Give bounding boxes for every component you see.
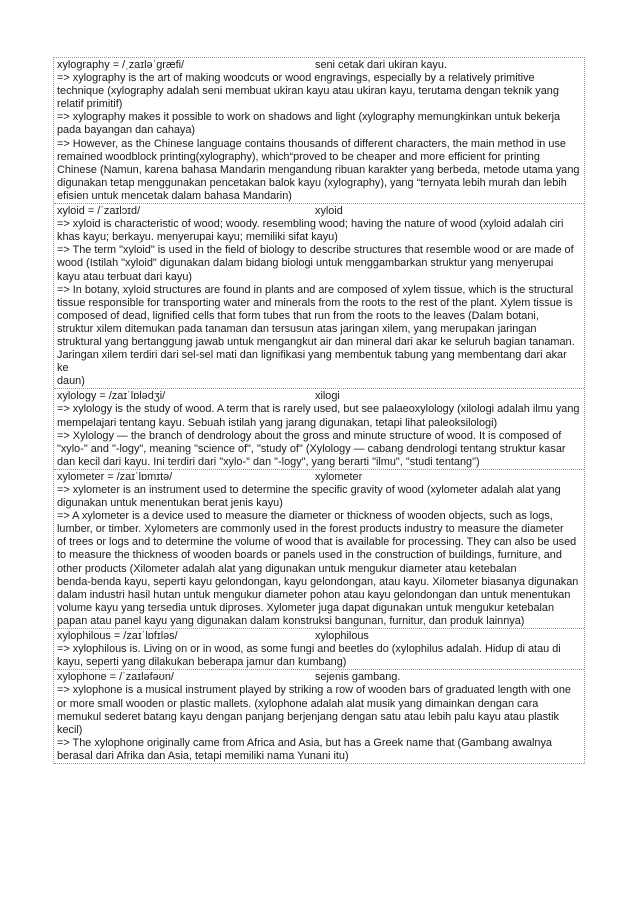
entry-text-line: digunakan untuk menentukan berat jenis kayu): [57, 497, 283, 510]
entry-text-line: dalam industri hasil hutan untuk mengukur diameter pohon atau kayu gelondongan dan untuk menentukan: [57, 588, 571, 601]
entry-text-line: papan atau panel kayu yang digunakan dalam konstruksi bangunan, furnitur, dan produk lainnya): [57, 614, 525, 627]
entry-text-line: of trees or logs and to determine the volume of wood that is available for processing. They can also be used: [57, 536, 577, 549]
entry-text-line: => xylography makes it possible to work on shadows and light (xylography memungkinkan untuk bekerja: [57, 111, 561, 124]
dictionary-entry: [54, 389, 584, 470]
dictionary-entry: [54, 204, 584, 389]
entry-text-line: benda-benda kayu, seperti kayu gelondongan, kayu gelondongan, atau kayu. Xilometer biasanya digunakan: [57, 575, 579, 588]
entry-text-line: memukul sederet batang kayu dengan panjang berjenjang dengan satu atau lebih palu kayu atau plastik: [57, 710, 559, 723]
entry-translation: seni cetak dari ukiran kayu.: [315, 59, 447, 71]
entry-text-line: digunakan tetap menggunakan pencetakan balok kayu (xylography), yang “ternyata lebih murah dan lebih: [57, 176, 567, 189]
entry-text-line: Jaringan xilem terdiri dari sel-sel mati dan lignifikasi yang membentuk tabung yang membentang dari akar ke: [57, 349, 567, 375]
entry-translation: xylometer: [315, 470, 363, 483]
entry-text-line: to measure the thickness of wooden boards or panels used in the construction of buildings, furniture, and: [57, 549, 562, 562]
entry-text-line: Chinese (Namun, karena bahasa Mandarin mengandung ribuan karakter yang berbeda, metode utama yang: [57, 163, 580, 176]
entry-text-line: tissue responsible for transporting water and minerals from the roots to the rest of the plant. Xylem tissue is: [57, 296, 573, 309]
entry-text-line: technique (xylography adalah seni membuat ukiran kayu atau ukiran kayu, terutama dengan teknik yang: [57, 85, 559, 98]
entry-text-line: mempelajari tentang kayu. Sebuah istilah yang jarang digunakan, tetapi lihat paleoksilologi): [57, 416, 498, 429]
entry-text-line: => Xylology — the branch of dendrology about the gross and minute structure of wood. It is composed of: [57, 429, 562, 442]
dictionary-entry: [54, 58, 584, 204]
entry-text-line: => The xylophone originally came from Africa and Asia, but has a Greek name that (Gambang awalnya: [57, 736, 552, 749]
entry-text-line: kayu, seperti yang dilakukan beberapa jamur dan kumbang): [57, 656, 347, 669]
entry-text-line: relatif primitif): [57, 98, 123, 111]
entry-text-line: other products (Xilometer adalah alat yang digunakan untuk mengukur diameter atau ketebalan: [57, 562, 517, 575]
entry-text-line: => However, as the Chinese language contains thousands of different characters, the main method in use: [57, 137, 566, 150]
entry-text-line: pada bayangan dan cahaya): [57, 124, 196, 137]
entry-term: xylometer = /zaɪˈlɒmɪtə/: [57, 470, 173, 483]
dictionary-table: [53, 57, 585, 764]
entry-translation: xilogi: [315, 390, 340, 403]
entry-text-line: berasal dari Afrika dan Asia, tetapi memiliki nama Yunani itu): [57, 749, 349, 762]
entry-header: [57, 671, 581, 684]
entry-text-line: remained woodblock printing(xylography), which“proved to be cheaper and more efficient for printing: [57, 150, 540, 163]
entry-term: xylography = /ˌzaɪləˈɡræfi/: [57, 59, 185, 71]
entry-term: xyloid = /ˈzaɪlɔɪd/: [57, 205, 141, 218]
entry-header: [57, 630, 581, 643]
entry-text-line: volume kayu yang tersedia untuk diproses. Xylometer juga dapat digunakan untuk mengukur ketebalan: [57, 601, 555, 614]
entry-header: [57, 205, 581, 218]
entry-term: xylology = /zaɪˈlɒlədʒi/: [57, 390, 166, 403]
entry-term: xylophone = /ˈzaɪləfəʊn/: [57, 671, 174, 684]
entry-translation: sejenis gambang.: [315, 671, 401, 684]
entry-term: xylophilous = /zaɪˈlɒfɪləs/: [57, 630, 178, 643]
entry-text-line: daun): [57, 375, 85, 388]
entry-header: [57, 471, 581, 484]
entry-translation: xyloid: [315, 205, 343, 218]
entry-text-line: struktur xilem ditemukan pada tanaman dan tersusun atas jaringan xilem, yang merupakan jaringan: [57, 322, 537, 335]
entry-text-line: or more small wooden or plastic mallets. (xylophone adalah alat musik yang dimainkan dengan cara: [57, 697, 539, 710]
entry-header: [57, 59, 581, 72]
dictionary-entry: [54, 629, 584, 670]
entry-text-line: kecil): [57, 723, 83, 736]
entry-text-line: khas kayu; berkayu. menyerupai kayu; memiliki sifat kayu): [57, 231, 338, 244]
entry-text-line: => In botany, xyloid structures are found in plants and are composed of xylem tissue, which is the structural: [57, 283, 574, 296]
entry-text-line: dan kecil dari kayu. Ini terdiri dari "xylo-" dan "-logy", yang berarti "ilmu", "studi tentang"): [57, 455, 480, 468]
entry-text-line: struktural yang bertanggung jawab untuk mengangkut air dan mineral dari akar ke seluruh bagian tanaman.: [57, 335, 575, 348]
entry-header: [57, 390, 581, 403]
entry-text-line: => xyloid is characteristic of wood; woody. resembling wood; having the nature of wood (xyloid adalah ciri: [57, 218, 564, 231]
entry-text-line: wood (Istilah "xyloid" digunakan dalam bidang biologi untuk menggambarkan struktur yang menyerupai: [57, 257, 554, 270]
entry-text-line: => xylometer is an instrument used to determine the specific gravity of wood (xylometer adalah alat yang: [57, 484, 561, 496]
entry-text-line: => xylophilous is. Living on or in wood, as some fungi and beetles do (xylophilus adalah. Hidup di atau di: [57, 643, 561, 656]
dictionary-entry: [54, 670, 584, 764]
entry-text-line: => xylography is the art of making woodcuts or wood engravings, especially by a relatively primitive: [57, 72, 535, 85]
entry-text-line: "xylo-" and "-logy", meaning "science of", "study of" (Xylology — cabang dendrologi tentang struktur kasar: [57, 442, 566, 455]
entry-text-line: => xylophone is a musical instrument played by striking a row of wooden bars of graduated length with one: [57, 684, 571, 697]
entry-translation: xylophilous: [315, 630, 369, 643]
entry-text-line: efisien untuk mencetak dalam bahasa Mandarin): [57, 189, 292, 202]
entry-text-line: => A xylometer is a device used to measure the diameter or thickness of wooden objects, such as logs,: [57, 510, 553, 523]
entry-text-line: => The term "xyloid" is used in the field of biology to describe structures that resemble wood or are made of: [57, 244, 574, 257]
entry-text-line: composed of dead, lignified cells that form tubes that run from the roots to the leaves (Dalam botani,: [57, 309, 539, 322]
entry-text-line: => xylology is the study of wood. A term that is rarely used, but see palaeoxylology (xilologi adalah ilmu yang: [57, 403, 580, 416]
dictionary-entry: [54, 470, 584, 629]
entry-text-line: kayu atau terbuat dari kayu): [57, 270, 193, 283]
entry-text-line: lumber, or timber. Xylometers are commonly used in the forest products industry to measure the diameter: [57, 523, 564, 536]
